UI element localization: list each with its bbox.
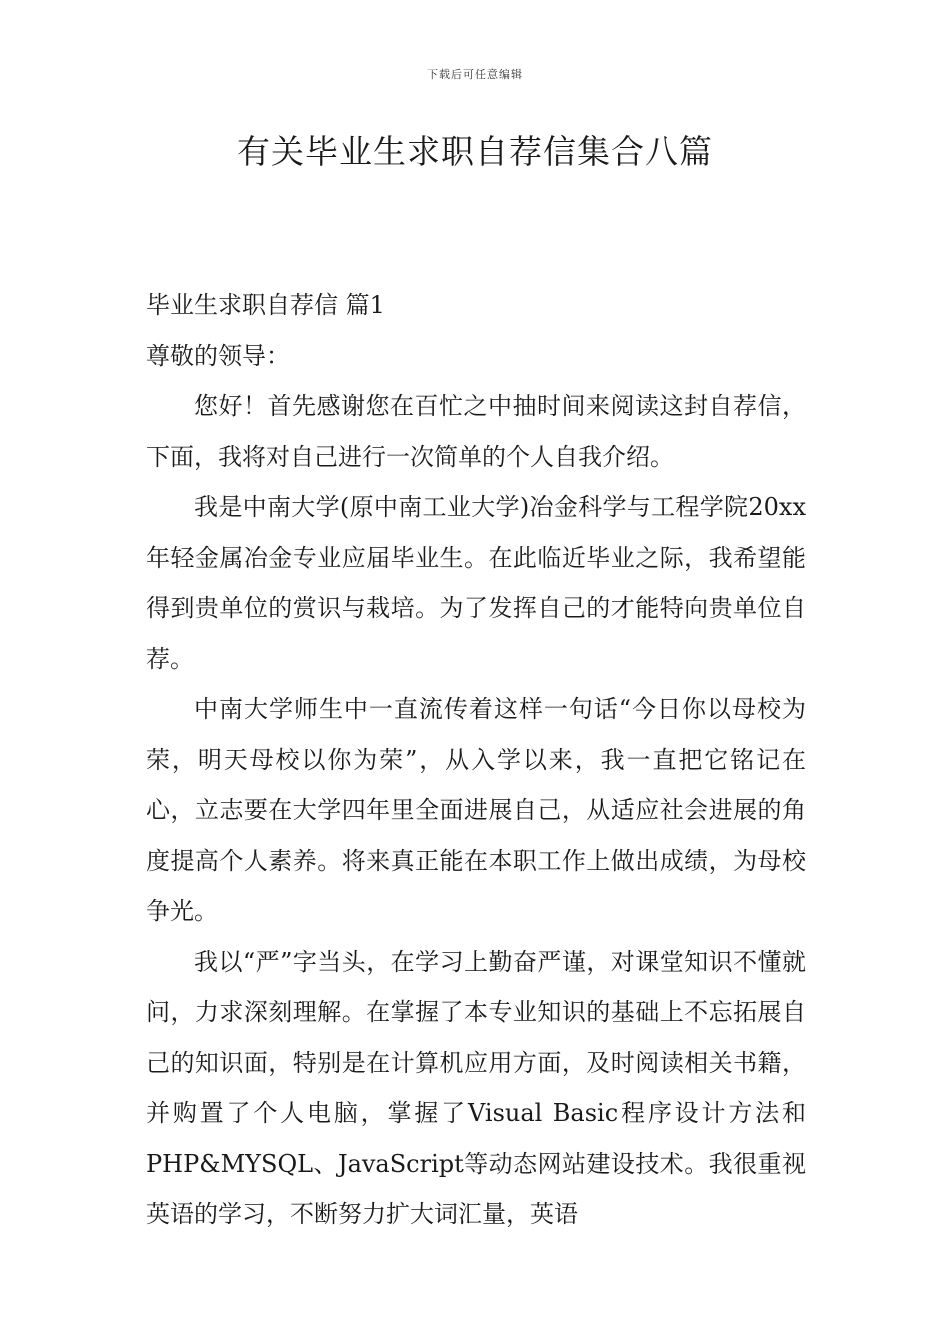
page-header-note: 下载后可任意编辑 (427, 68, 523, 81)
paragraph-introduction: 我是中南大学(原中南工业大学)冶金科学与工程学院20xx年轻金属冶金专业应届毕业生。在此临近毕业之际，我希望能得到贵单位的赏识与栽培。为了发挥自己的才能特向贵单位自荐。 (146, 493, 806, 673)
paragraph-study: 我以“严”字当头，在学习上勤奋严谨，对课堂知识不懂就问，力求深刻理解。在掌握了本专业知识的基础上不忘拓展自己的知识面，特别是在计算机应用方面，及时阅读相关书籍，并购置了个人电脑，掌握了Visual Basic程序设计方法和 PHP&MYSQL、JavaScript等动态网站建设技术。我很重视英语的学习，不断努力扩大词汇量，英语 (146, 947, 806, 1228)
paragraph-motto: 中南大学师生中一直流传着这样一句话“今日你以母校为荣，明天母校以你为荣”，从入学以来，我一直把它铭记在心，立志要在大学四年里全面进展自己，从适应社会进展的角度提高个人素养。将来真正能在本职工作上做出成绩，为母校争光。 (146, 695, 806, 925)
document-title: 有关毕业生求职自荐信集合八篇 (237, 132, 713, 171)
paragraph-greeting: 您好！首先感谢您在百忙之中抽时间来阅读这封自荐信，下面，我将对自己进行一次简单的个人自我介绍。 (146, 392, 806, 471)
section-heading: 毕业生求职自荐信 篇1 (146, 291, 385, 319)
salutation: 尊敬的领导： (146, 341, 290, 370)
document-body (146, 280, 806, 1240)
